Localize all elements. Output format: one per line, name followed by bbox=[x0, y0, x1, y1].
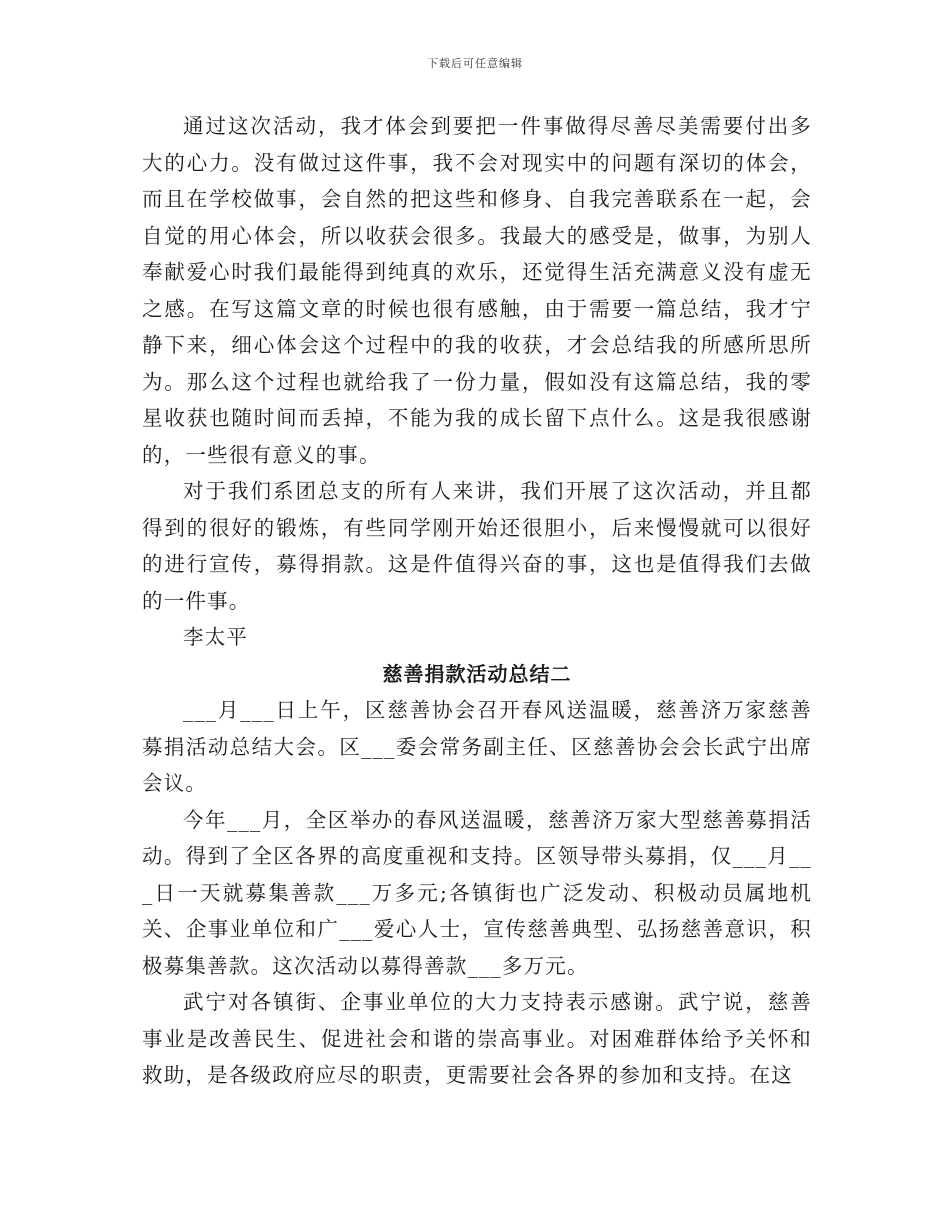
header-note: 下载后可任意编辑 bbox=[427, 57, 523, 70]
author-signature: 李太平 bbox=[183, 625, 249, 649]
paragraph-thanks: 武宁对各镇街、企事业单位的大力支持表示感谢。武宁说，慈善事业是改善民生、促进社会和谐的崇高事业。对困难群体给予关怀和救助，是各级政府应尽的职责，更需要社会各界的参加和支持。在这 bbox=[142, 990, 812, 1087]
section-title: 慈善捐款活动总结二 bbox=[382, 661, 572, 686]
paragraph-meeting: ___月___日上午，区慈善协会召开春风送温暖，慈善济万家慈善募捐活动总结大会。区___委会常务副主任、区慈善协会会长武宁出席会议。 bbox=[142, 698, 812, 795]
paragraph-team-experience: 对于我们系团总支的所有人来讲，我们开展了这次活动，并且都得到的很好的锻炼，有些同学刚开始还很胆小，后来慢慢就可以很好的进行宣传，募得捐款。这是件值得兴奋的事，这也是值得我们去做的一件事。 bbox=[142, 479, 812, 613]
paragraph-reflection: 通过这次活动，我才体会到要把一件事做得尽善尽美需要付出多大的心力。没有做过这件事，我不会对现实中的问题有深切的体会，而且在学校做事，会自然的把这些和修身、自我完善联系在一起，会自觉的用心体会，所以收获会很多。我最大的感受是，做事，为别人奉献爱心时我们最能得到纯真的欢乐，还觉得生活充满意义没有虚无之感。在写这篇文章的时候也很有感触，由于需要一篇总结，我才宁静下来，细心体会这个过程中的我的收获，才会总结我的所感所思所为。那么这个过程也就给我了一份力量，假如没有这篇总结，我的零星收获也随时间而丢掉，不能为我的成长留下点什么。这是我很感谢的，一些很有意义的事。 bbox=[142, 114, 812, 467]
paragraph-campaign: 今年___月，全区举办的春风送温暖，慈善济万家大型慈善募捐活动。得到了全区各界的高度重视和支持。区领导带头募捐，仅___月___日一天就募集善款___万多元;各镇街也广泛发动、积极动员属地机关、企事业单位和广___爱心人士，宣传慈善典型、弘扬慈善意识，积极募集善款。这次活动以募得善款___多万元。 bbox=[142, 807, 812, 978]
document-body bbox=[142, 108, 812, 1094]
